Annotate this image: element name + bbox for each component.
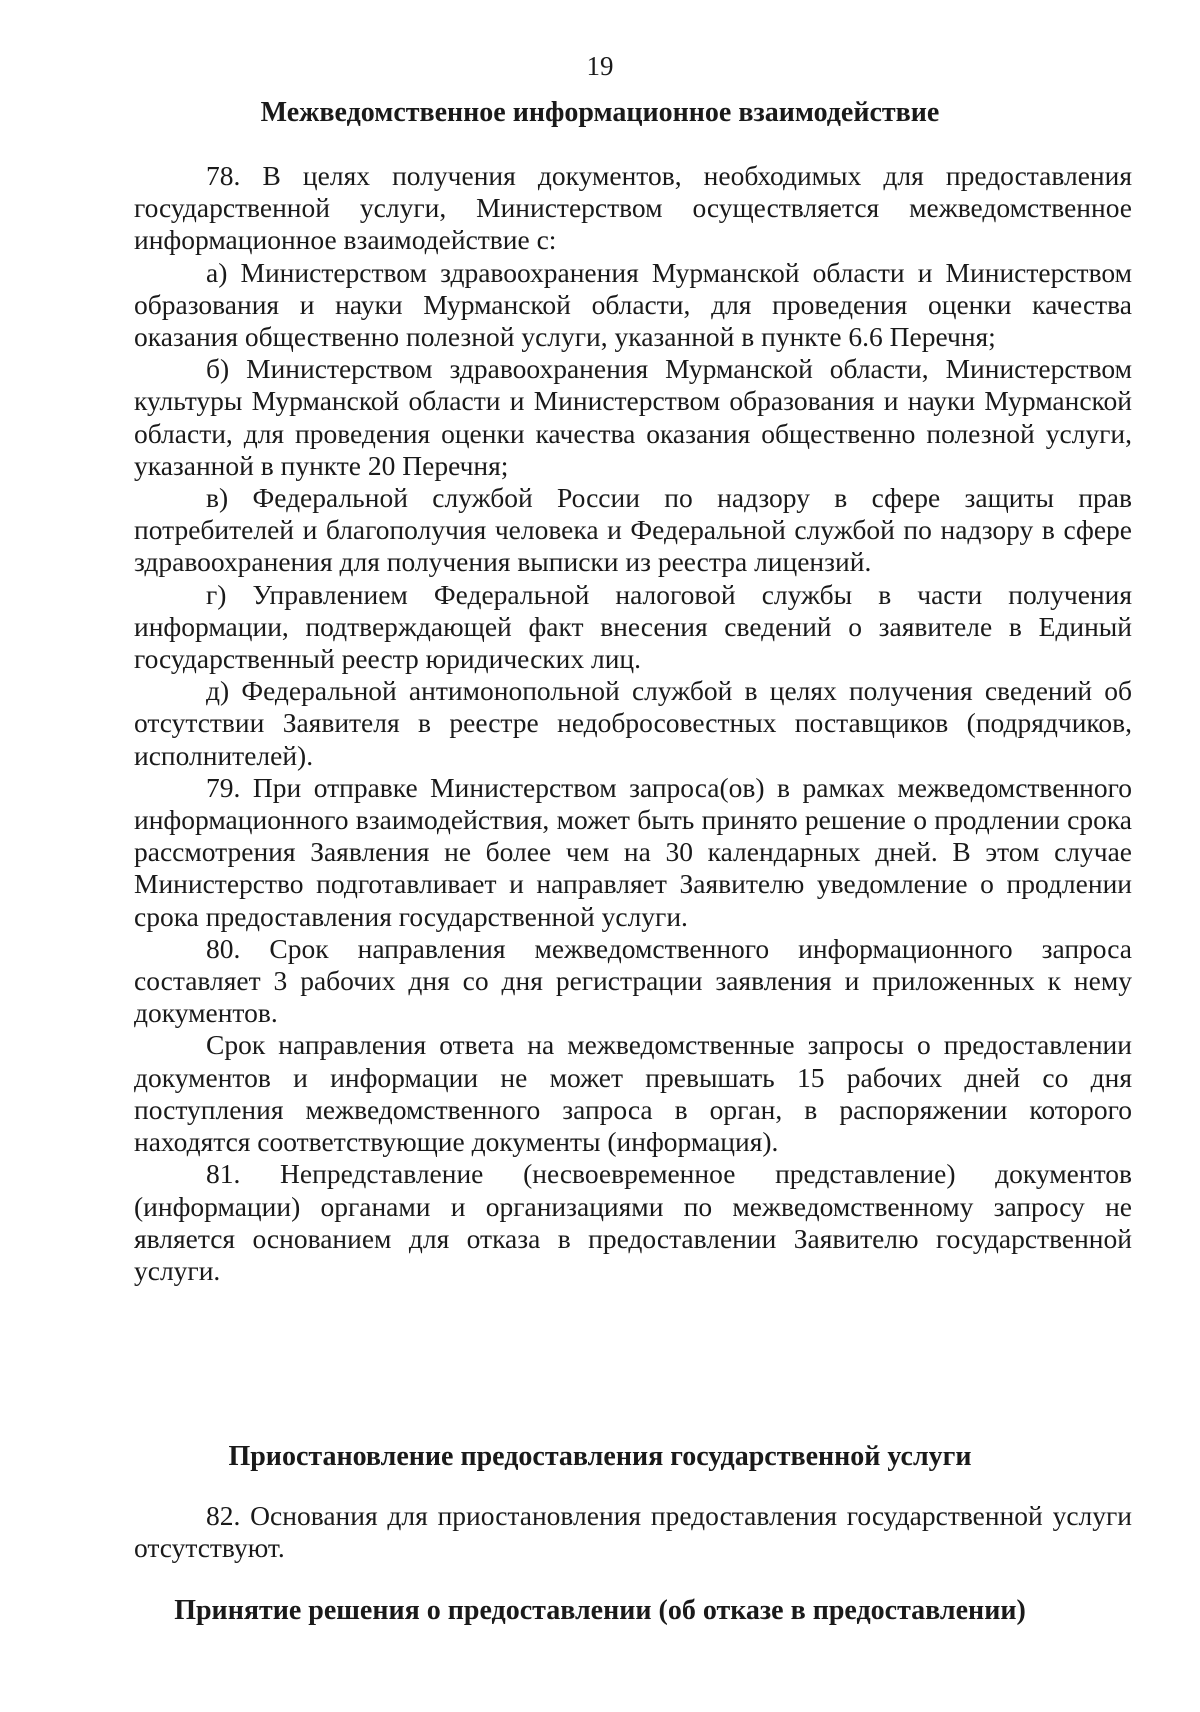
paragraph-80: 80. Срок направления межведомственного информационного запроса составляет 3 рабочих дня со дня регистрации заявления и приложенных к нему документов. <box>134 932 1132 1029</box>
paragraph-81: 81. Непредставление (несвоевременное представление) документов (информации) органами и организациями по межведомственному запросу не является основанием для отказа в предоставлении Заявителю государственной услуги. <box>134 1158 1132 1286</box>
section-heading-suspension: Приостановление предоставления государственной услуги <box>228 1441 972 1472</box>
section-heading-decision: Принятие решения о предоставлении (об отказе в предоставлении) <box>174 1595 1026 1626</box>
paragraph-78-g: г) Управлением Федеральной налоговой службы в части получения информации, подтверждающей факт внесения сведений о заявителе в Единый государственный реестр юридических лиц. <box>134 578 1132 675</box>
section-body-suspension <box>134 1500 1132 1564</box>
paragraph-78: 78. В целях получения документов, необходимых для предоставления государственной услуги, Министерством осуществляется межведомственное информационное взаимодействие с: <box>134 160 1132 256</box>
paragraph-79: 79. При отправке Министерством запроса(ов) в рамках межведомственного информационного взаимодействия, может быть принято решение о продлении срока рассмотрения Заявления не более чем на 30 календарных дней. В этом случае Министерство подготавливает и направляет Заявителю уведомление о продлении срока предоставления государственной услуги. <box>134 771 1132 932</box>
paragraph-78-b: б) Министерством здравоохранения Мурманской области, Министерством культуры Мурманской области и Министерством образования и науки Мурманской области, для проведения оценки качества оказания общественно полезной услуги, указанной в пункте 20 Перечня; <box>134 353 1132 481</box>
paragraph-80-response-term: Срок направления ответа на межведомственные запросы о предоставлении документов и информации не может превышать 15 рабочих дней со дня поступления межведомственного запроса в орган, в распоряжении которого находятся соответствующие документы (информация). <box>134 1029 1132 1158</box>
paragraph-78-a: а) Министерством здравоохранения Мурманской области и Министерством образования и науки Мурманской области, для проведения оценки качества оказания общественно полезной услуги, указанной в пункте 6.6 Перечня; <box>134 256 1132 353</box>
page-number: 19 <box>586 51 614 81</box>
paragraph-82: 82. Основания для приостановления предоставления государственной услуги отсутствуют. <box>134 1500 1132 1564</box>
paragraph-78-d: д) Федеральной антимонопольной службой в целях получения сведений об отсутствии Заявителя в реестре недобросовестных поставщиков (подрядчиков, исполнителей). <box>134 675 1132 771</box>
section-body-interagency <box>134 160 1132 1287</box>
paragraph-78-v: в) Федеральной службой России по надзору в сфере защиты прав потребителей и благополучия человека и Федеральной службой по надзору в сфере здравоохранения для получения выписки из реестра лицензий. <box>134 482 1132 578</box>
section-heading-interagency: Межведомственное информационное взаимодействие <box>260 97 940 128</box>
